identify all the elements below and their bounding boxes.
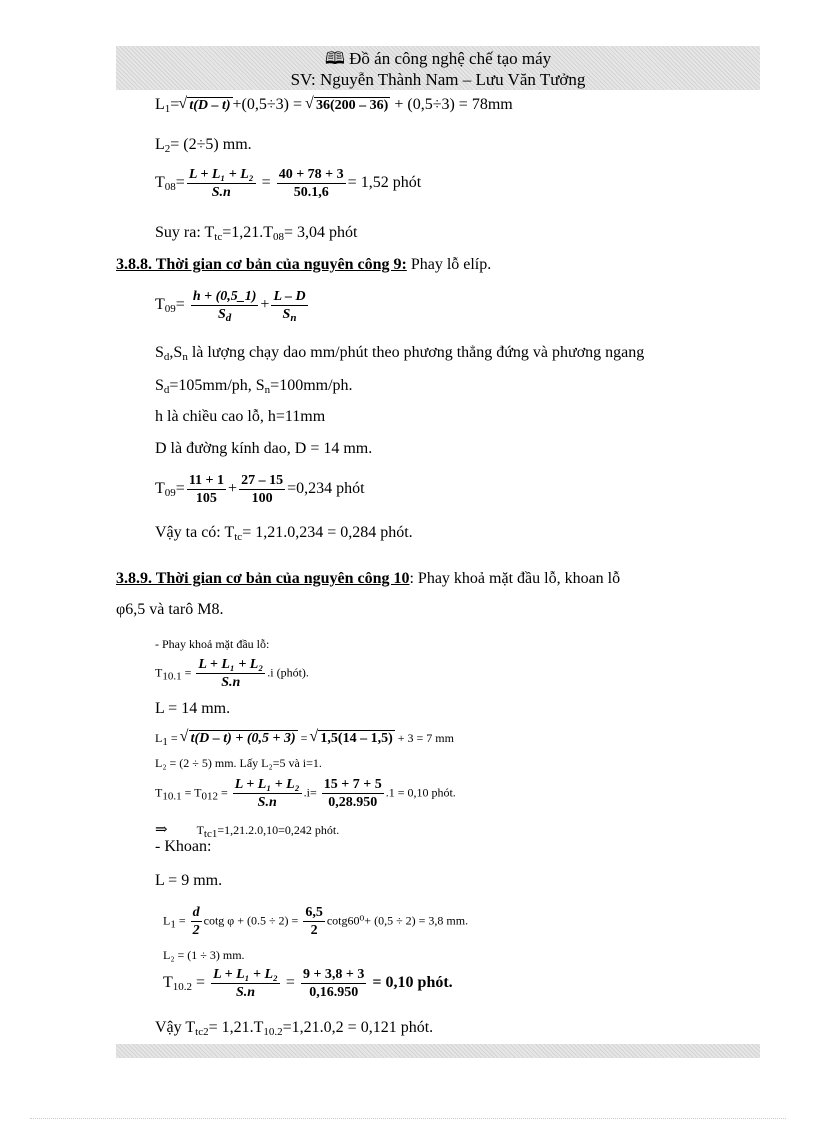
ttc1-line: ⇒ $T_{tc1}=1,21.2.0,10=0,242$ phót.	[155, 822, 340, 840]
vay-ttc2-line: Vậy $T_{tc2}= 1,21.T_{10.2}=1,21.0,2 = 0,121$ phót.	[155, 1019, 434, 1038]
formula-t10-2: $T_{10.2}$ = $\frac{\text{L + L₁ + L₂}}{S.n}$ = $\frac{9 + 3,8 + 3}{0,16.950}$ = 0,10 phót.	[163, 967, 453, 1000]
page-edge-divider	[30, 1118, 786, 1119]
formula-l1-khoan: $L_1$ = $\frac{d}{2}$ cotg φ + (0.5 ÷ 2) = $\frac{6,5}{2}$ cotg60⁰+ (0,5 ÷ 2) = 3,8 mm.	[163, 905, 469, 938]
implies-icon: ⇒	[155, 822, 168, 838]
l2-khoan: L₂ = (1 ÷ 3) mm.	[163, 948, 245, 962]
formula-t09-values: $T_{09}=$ $\frac{11 + 1}{105}$ + $\frac{27 - 15}{100}$ =0,234 phót	[155, 473, 365, 506]
section-3-8-9-line2: φ6,5 và tarô M8.	[116, 601, 224, 618]
page-header	[116, 46, 760, 90]
header-subtitle: SV: Nguyễn Thành Nam – Lưu Văn Tưởng	[290, 70, 586, 89]
sd-sn-definition: $S_d,S_n$ là lượng chạy dao mm/phút theo phương thẳng đứng và phương ngang	[155, 344, 645, 363]
formula-l2: $L_2= (2\div 5)$ mm.	[155, 136, 252, 155]
section-3-8-9-heading: 3.8.9. Thời gian cơ bản của nguyên công 10: Phay khoả mặt đầu lỗ, khoan lỗ	[116, 570, 621, 587]
header-title: 🕮 Đồ án công nghệ chế tạo máy	[324, 49, 552, 68]
l2-phay: L₂ = (2 ÷ 5) mm. Lấy L₂=5 và i=1.	[155, 756, 322, 770]
khoan-title: - Khoan:	[155, 838, 212, 855]
sqrt-expression: √ 1,5(14 – 1,5)	[318, 730, 394, 747]
formula-t10-1-values: $T_{10.1} = T_{012}$ = $\frac{\text{L + L₁ + L₂}}{S.n}$ .i= $\frac{15 + 7 + 5}{0,28.950}$ .1 = 0,10 phót.	[155, 777, 456, 810]
formula-l1-phay: $L_1$ = √ t(D – t) + (0,5 + 3) = √ 1,5(14 – 1,5) + 3 = 7 mm	[155, 730, 454, 747]
l-14: L = 14 mm.	[155, 700, 231, 717]
vay-ta-co-line: Vậy ta có: $T_{tc}= 1,21.0,234 = 0,284$ phót.	[155, 524, 413, 543]
l-9: L = 9 mm.	[155, 872, 223, 889]
d-definition: D là đường kính dao, D = 14 mm.	[155, 440, 373, 457]
suy-ra-line: Suy ra: $T_{tc}=1,21.T_{08}= 3,04$ phót	[155, 224, 358, 243]
section-3-8-8-heading: 3.8.8. Thời gian cơ bản của nguyên công 9: Phay lỗ elíp.	[116, 256, 492, 273]
sd-sn-values: $S_d=105mm/ph$, $S_n=100mm/ph$.	[155, 377, 353, 396]
formula-t08: $T_{08}=$ $\frac{\text{L + L₁ + L₂}}{S.n}$ = $\frac{40 + 78 + 3}{50.1,6}$ = 1,52 phót	[155, 167, 422, 200]
sqrt-expression: √ t(D – t)	[187, 97, 232, 114]
page-footer-band	[116, 1044, 760, 1058]
formula-t10-1: $T_{10.1}$ = $\frac{\text{L + L₁ + L₂}}{S.n}$ .i (phót).	[155, 657, 309, 690]
formula-t09: $T_{09}=$ $\frac{h + (0,5\_1)}{S_d}$ + $\frac{L - D}{S_n}$	[155, 289, 306, 324]
sqrt-expression: √ 36(200 – 36)	[314, 97, 390, 114]
formula-l1: $L_1=√$ t(D – t) +(0,5÷3) = √ 36(200 – 36) + (0,5÷3) = 78mm	[155, 96, 513, 114]
sqrt-expression: √ t(D – t) + (0,5 + 3)	[189, 730, 298, 747]
h-definition: h là chiều cao lỗ, h=11mm	[155, 408, 326, 425]
phay-title: - Phay khoả mặt đầu lỗ:	[155, 637, 270, 651]
